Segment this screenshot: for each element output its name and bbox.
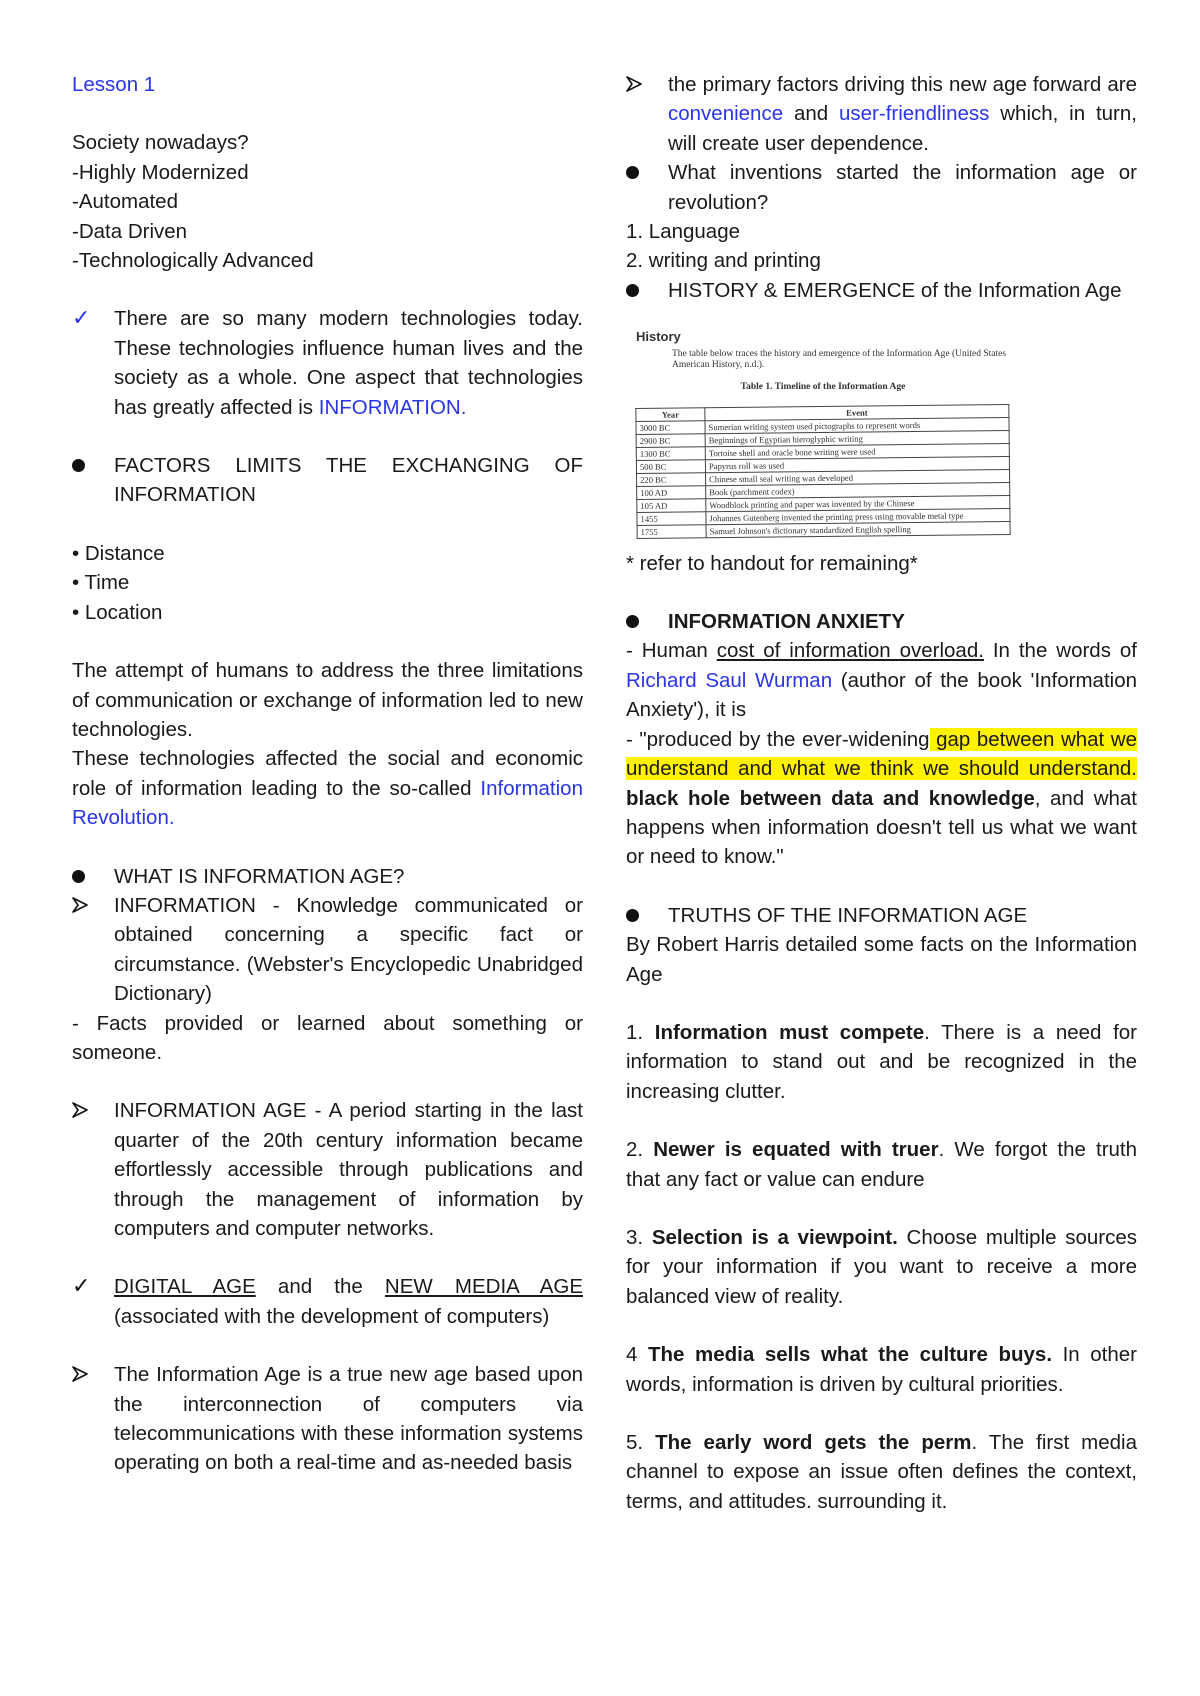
year-cell: 3000 BC [636, 420, 705, 434]
new-media-age: NEW MEDIA AGE [384, 1275, 583, 1299]
what-heading: WHAT IS INFORMATION AGE? [72, 862, 583, 891]
invention-item: 1. Language [626, 220, 741, 244]
arrowhead-bullet-icon [72, 1360, 100, 1390]
event-cell: Sumerian writing system used pictographs to represent words [705, 417, 1009, 433]
bullet-dot-icon [626, 607, 654, 636]
truths-heading: TRUTHS OF THE INFORMATION AGE [626, 901, 1137, 930]
truths-intro: By Robert Harris detailed some facts on the Information Age [626, 933, 1137, 986]
event-cell: Woodblock printing and paper was invented by the Chinese [706, 495, 1010, 511]
left-column [72, 70, 583, 1478]
truth-item: 4 The media sells what the culture buys. In other words, information is driven by cultural priorities. [626, 1343, 1137, 1396]
bullet-dot-icon [626, 158, 654, 187]
history-table-image [636, 329, 1010, 536]
event-cell: Book (parchment codex) [706, 482, 1010, 498]
bullet-dot-icon [72, 451, 100, 480]
event-cell: Tortoise shell and oracle bone writing were used [705, 443, 1009, 459]
scan-intro: The table below traces the history and emergence of the Information Age (United States American History, n.d.). [672, 349, 1007, 371]
truth-item: 2. Newer is equated with truer. We forgot the truth that any fact or value can endure [626, 1138, 1138, 1191]
refer-note: * refer to handout for remaining* [626, 551, 918, 575]
event-cell: Samuel Johnson's dictionary standardized English spelling [706, 521, 1010, 537]
timeline-table [635, 404, 1010, 539]
year-cell: 1300 BC [636, 446, 705, 460]
cost-of-overload: cost of information overload. [716, 639, 984, 663]
lesson-title: Lesson 1 [72, 73, 156, 96]
year-cell: 2900 BC [636, 433, 705, 447]
society-item: -Data Driven [72, 219, 188, 243]
factor-item: • Distance [72, 541, 165, 565]
scan-caption: Table 1. Timeline of the Information Age [740, 382, 906, 393]
information-definition: INFORMATION - Knowledge communicated or obtained concerning a specific fact or circumstance. (Webster's Encyclopedic Unabridged Dictionary) [72, 891, 583, 1009]
bullet-dot-icon [626, 276, 654, 305]
year-cell: 105 AD [637, 498, 706, 512]
year-cell: 220 BC [637, 472, 706, 486]
truth-item: 5. The early word gets the perm. The first media channel to expose an issue often defines the context, terms, and attitudes. surrounding it. [626, 1431, 1137, 1513]
tech-paragraph: ✓ There are so many modern technologies today. These technologies influence human lives and the society as a whole. One aspect that technologies has greatly affected is INFORMATION. [72, 305, 583, 419]
digital-age: DIGITAL AGE [114, 1275, 256, 1299]
history-heading: HISTORY & EMERGENCE of the Information Age [626, 276, 1137, 305]
factor-item: • Location [72, 600, 163, 624]
anxiety-paragraph: - Human cost of information overload. In the words of Richard Saul Wurman (author of the book 'Information Anxiety'), it is [626, 639, 1137, 722]
arrowhead-bullet-icon [72, 1096, 100, 1126]
truth-item: 1. Information must compete. There is a need for information to stand out and be recognized in the increasing clutter. [626, 1020, 1138, 1103]
table-header: Event [705, 404, 1009, 420]
convenience-link: convenience [668, 102, 784, 126]
these-paragraph: These technologies affected the social and economic role of information leading to the so-called Information Revolution. [72, 747, 583, 830]
table-header: Year [636, 407, 705, 421]
bullet-dot-icon [72, 862, 100, 891]
true-age-item: The Information Age is a true new age based upon the interconnection of computers via telecommunications with these information systems operating on both a real-time and as-needed basis [72, 1360, 583, 1478]
factor-item: • Time [72, 571, 130, 595]
scan-heading: History [636, 329, 681, 345]
year-cell: 100 AD [637, 485, 706, 499]
attempt-paragraph: The attempt of humans to address the three limitations of communication or exchange of information led to new technologies. [72, 659, 583, 741]
arrowhead-bullet-icon [72, 891, 100, 921]
anxiety-quote: - "produced by the ever-widening gap between what we understand and what we think we should understand. black hole between data and knowledge, and what happens when information doesn't tell us what we want or need to know." [626, 727, 1138, 869]
event-cell: Papyrus roll was used [705, 456, 1009, 472]
year-cell: 1455 [637, 511, 706, 525]
event-cell: Beginnings of Egyptian hieroglyphic writing [705, 430, 1009, 446]
society-question: Society nowadays? [72, 131, 249, 155]
digital-age-item: ✓ DIGITAL AGE and the NEW MEDIA AGE (associated with the development of computers) [72, 1273, 583, 1328]
facts-line: - Facts provided or learned about something or someone. [72, 1011, 583, 1064]
invention-item: 2. writing and printing [626, 249, 821, 273]
bullet-dot-icon [626, 901, 654, 930]
year-cell: 500 BC [636, 459, 705, 473]
primary-factors-item: the primary factors driving this new age forward are convenience and user-friendliness which, in turn, will create user dependence. [626, 70, 1137, 158]
user-friendliness-link: user-friendliness [839, 102, 990, 126]
society-item: -Technologically Advanced [72, 249, 314, 273]
highlighted-gap: gap between what we understand and what we think we should understand. [626, 727, 1137, 781]
society-item: -Highly Modernized [72, 160, 249, 184]
factors-heading: FACTORS LIMITS THE EXCHANGING OF INFORMATION [72, 451, 583, 510]
anxiety-heading: INFORMATION ANXIETY [626, 607, 1137, 636]
wurman-link: Richard Saul Wurman [626, 668, 833, 692]
black-hole-phrase: black hole between data and knowledge [626, 786, 1035, 810]
checkmark-icon: ✓ [72, 305, 91, 331]
year-cell: 1755 [637, 524, 706, 538]
truth-item: 3. Selection is a viewpoint. Choose multiple sources for your information if you want to receive a more balanced view of reality. [626, 1225, 1138, 1308]
arrowhead-bullet-icon [626, 70, 654, 100]
society-item: -Automated [72, 190, 178, 214]
right-column [626, 70, 1137, 1516]
information-link: INFORMATION. [318, 395, 467, 419]
information-revolution-link: Information Revolution. [72, 776, 583, 830]
event-cell: Johannes Gutenberg invented the printing press using movable metal type [706, 508, 1010, 524]
inventions-question: What inventions started the information age or revolution? [626, 158, 1137, 217]
event-cell: Chinese small seal writing was developed [706, 469, 1010, 485]
checkmark-icon: ✓ [72, 1273, 91, 1299]
information-age-definition: INFORMATION AGE - A period starting in the last quarter of the 20th century information became effortlessly accessible through publications and through the management of information by computers and computer networks. [72, 1096, 583, 1243]
